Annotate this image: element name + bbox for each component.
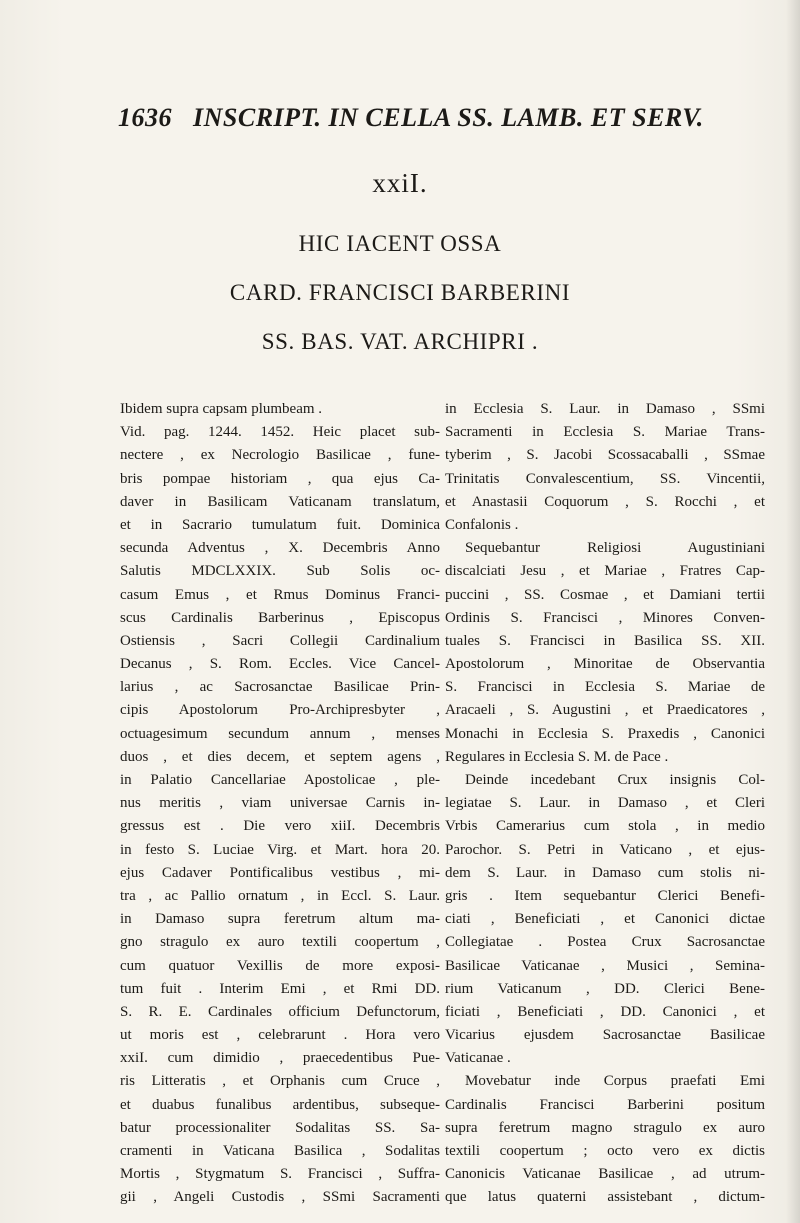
text-line: ciati , Beneficiati , et Canonici dictae: [445, 911, 765, 928]
text-line: cramenti in Vaticana Basilica , Sodalitas: [120, 1143, 440, 1159]
text-line: Vid. pag. 1244. 1452. Heic placet sub-: [120, 424, 440, 441]
text-line: ris Litteratis , et Orphanis cum Cruce ,: [120, 1073, 440, 1090]
text-line: Trinitatis Convalescentium, SS. Vincentii,: [445, 470, 765, 487]
text-line: Aracaeli , S. Augustini , et Praedicatores ,: [445, 702, 765, 719]
text-line: Vrbis Camerarius cum stola , in medio: [445, 818, 765, 835]
text-line: ejus Cadaver Pontificalibus vestibus , mi-: [120, 864, 440, 881]
text-line: Movebatur inde Corpus praefati Emi: [465, 1073, 765, 1090]
text-line: et duabus funalibus ardentibus, subseque-: [120, 1096, 440, 1113]
text-line: que latus quaterni assistebant , dictum-: [445, 1189, 765, 1206]
text-line: legiatae S. Laur. in Damaso , et Cleri: [445, 795, 765, 812]
text-line: casum Emus , et Rmus Dominus Franci-: [120, 586, 440, 603]
text-line: S. R. E. Cardinales officium Defunctorum,: [120, 1003, 440, 1020]
text-line: tyberim , S. Jacobi Scossacaballi , SSmae: [445, 447, 765, 464]
text-line: discalciati Jesu , et Mariae , Fratres Cap-: [445, 563, 765, 580]
text-line: octuagesimum secundum annum , menses: [120, 725, 440, 742]
text-line: et Anastasii Coquorum , S. Rocchi , et: [445, 493, 765, 510]
text-line: Salutis MDCLXXIX. Sub Solis oc-: [120, 563, 440, 580]
text-line: cipis Apostolorum Pro-Archipresbyter ,: [120, 702, 440, 719]
text-line: Decanus , S. Rom. Eccles. Vice Cancel-: [120, 656, 440, 673]
inscription-line-2: CARD. FRANCISCI BARBERINI: [229, 280, 571, 305]
text-line: bris pompae historiam , qua ejus Ca-: [120, 470, 440, 487]
text-line: in Palatio Cancellariae Apostolicae , ple-: [120, 772, 440, 788]
text-line: duos , et dies decem, et septem agens ,: [120, 748, 440, 765]
text-line: Collegiatae . Postea Crux Sacrosanctae: [445, 934, 765, 951]
text-line: gno stragulo ex auro textili coopertum ,: [120, 934, 440, 951]
text-line: Monachi in Ecclesia S. Praxedis , Canonici: [445, 725, 765, 742]
text-line: textili coopertum ; octo vero ex dictis: [445, 1143, 765, 1159]
text-line: in Damaso supra feretrum altum ma-: [120, 911, 440, 928]
left-text-column: [120, 398, 440, 1210]
text-line: in Ecclesia S. Laur. in Damaso , SSmi: [445, 401, 765, 417]
text-line: tra , ac Pallio ornatum , in Eccl. S. Laur.: [120, 887, 440, 904]
text-line: tum fuit . Interim Emi , et Rmi DD.: [120, 980, 440, 997]
text-line: cum quatuor Vexillis de more exposi-: [120, 957, 440, 974]
text-line: Mortis , Stygmatum S. Francisci , Suffra-: [120, 1166, 440, 1183]
text-line: Regulares in Ecclesia S. M. de Pace .: [445, 748, 669, 765]
text-line: tuales S. Francisci in Basilica SS. XII.: [445, 632, 765, 649]
inscription-line-3: SS. BAS. VAT. ARCHIPRI .: [261, 329, 539, 354]
text-line: gressus est . Die vero xiiI. Decembris: [120, 818, 440, 835]
page-number: 1636: [118, 103, 172, 132]
text-line: Confalonis .: [445, 516, 519, 533]
text-line: S. Francisci in Ecclesia S. Mariae de: [445, 679, 765, 696]
text-line: Ibidem supra capsam plumbeam .: [120, 401, 323, 417]
text-line: Vicarius ejusdem Sacrosanctae Basilicae: [445, 1027, 765, 1044]
text-line: Basilicae Vaticanae , Musici , Semina-: [445, 957, 765, 974]
inscription-line-1: HIC IACENT OSSA: [298, 231, 502, 256]
text-line: gii , Angeli Custodis , SSmi Sacramenti: [120, 1189, 440, 1206]
text-line: Vaticanae .: [445, 1050, 511, 1067]
text-line: Canonicis Vaticanae Basilicae , ad utrum-: [445, 1166, 765, 1183]
text-line: Ostiensis , Sacri Collegii Cardinalium: [120, 632, 440, 649]
text-line: Sacramenti in Ecclesia S. Mariae Trans-: [445, 424, 765, 441]
text-line: nus meritis , viam universae Carnis in-: [120, 795, 440, 812]
text-line: Parochor. S. Petri in Vaticano , et ejus-: [445, 841, 765, 858]
text-line: Ordinis S. Francisci , Minores Conven-: [445, 609, 765, 626]
right-text-column: [445, 398, 765, 1210]
text-line: dem S. Laur. in Damaso cum stolis ni-: [445, 864, 765, 881]
text-line: larius , ac Sacrosanctae Basilicae Prin-: [120, 679, 440, 696]
text-line: supra feretrum magno stragulo ex auro: [445, 1119, 765, 1136]
text-line: xxiI. cum dimidio , praecedentibus Pue-: [120, 1050, 440, 1067]
inscription-numeral: xxiI.: [372, 168, 428, 198]
text-line: Cardinalis Francisci Barberini positum: [445, 1096, 765, 1113]
text-line: batur processionaliter Sodalitas SS. Sa-: [120, 1119, 440, 1136]
text-line: ficiati , Beneficiati , DD. Canonici , et: [445, 1003, 765, 1020]
text-line: in festo S. Luciae Virg. et Mart. hora 20.: [120, 841, 440, 858]
text-line: rium Vaticanum , DD. Clerici Bene-: [445, 980, 765, 997]
text-line: nectere , ex Necrologio Basilicae , fune-: [120, 447, 440, 464]
text-line: ut moris est , celebrarunt . Hora vero: [120, 1027, 440, 1044]
text-line: secunda Adventus , X. Decembris Anno: [120, 540, 440, 557]
text-line: scus Cardinalis Barberinus , Episcopus: [120, 609, 440, 626]
text-line: puccini , SS. Cosmae , et Damiani tertii: [445, 586, 765, 603]
text-line: Deinde incedebant Crux insignis Col-: [465, 772, 765, 788]
running-head-title: INSCRIPT. IN CELLA SS. LAMB. ET SERV.: [193, 103, 704, 132]
running-head: [118, 103, 738, 133]
text-line: gris . Item sequebantur Clerici Benefi-: [445, 887, 765, 904]
text-line: daver in Basilicam Vaticanam translatum,: [120, 493, 440, 510]
text-line: Apostolorum , Minoritae de Observantia: [445, 656, 765, 673]
text-line: Sequebantur Religiosi Augustiniani: [465, 540, 765, 557]
text-line: et in Sacrario tumulatum fuit. Dominica: [120, 516, 440, 533]
